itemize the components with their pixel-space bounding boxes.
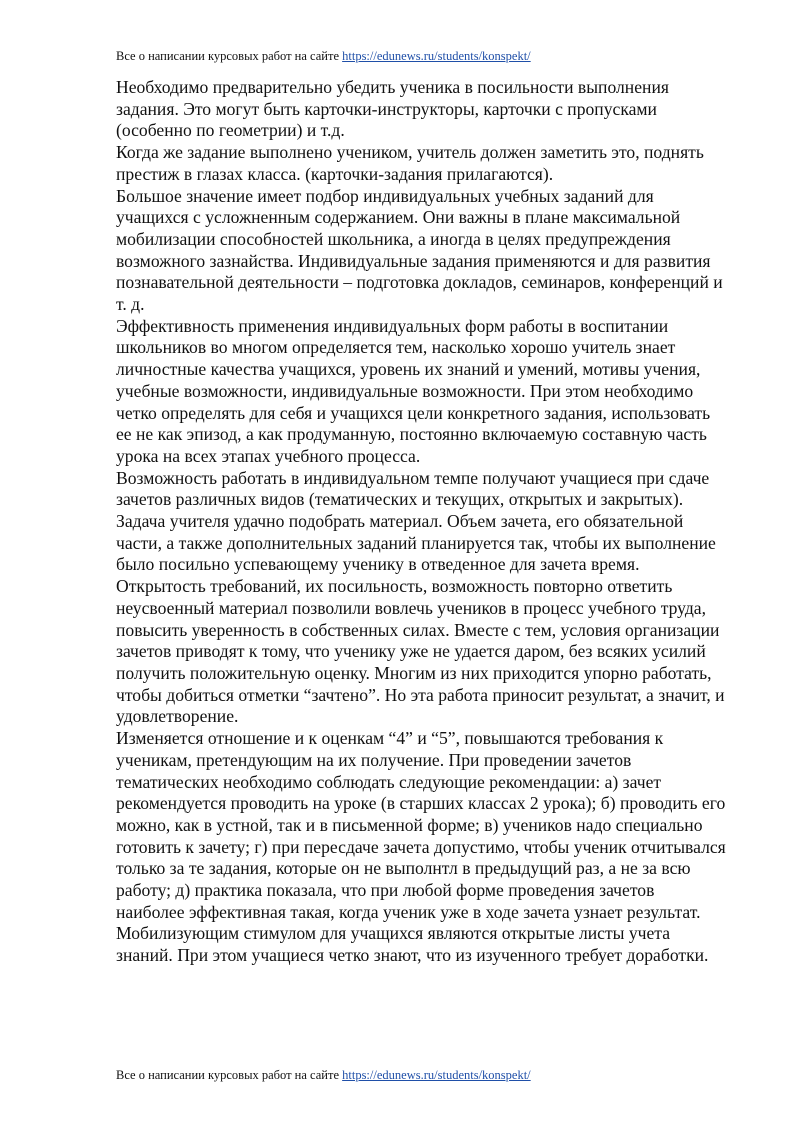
page-footer (116, 1067, 531, 1083)
footer-text: Все о написании курсовых работ на сайте (116, 1068, 339, 1082)
paragraph: Мобилизующим стимулом для учащихся являются открытые листы учета знаний. При этом учащиеся четко знают, что из изученного требует доработки. (116, 923, 709, 966)
paragraph: Возможность работать в индивидуальном темпе получают учащиеся при сдаче зачетов различных видов (тематических и текущих, открытых и закрытых). Задача учителя удачно подобрать материал. Объем зачета, его обязательной части, а также дополнительных заданий планируется так, чтобы их выполнение было посильно успевающему ученику в отведенное для зачета время. (116, 467, 716, 575)
paragraph: Открытость требований, их посильность, возможность повторно ответить неусвоенный материал позволили вовлечь учеников в процесс учебного труда, повысить уверенность в собственных силах. Вместе с тем, условия организации зачетов приводят к тому, что ученику уже не удается даром, без всяких усилий получить положительную оценку. Многим из них приходится упорно работать, чтобы добиться отметки “зачтено”. Но эта работа приносит результат, а значит, и удовлетворение. (116, 576, 725, 727)
paragraph: Изменяется отношение и к оценкам “4” и “5”, повышаются требования к ученикам, претендующим на их получение. При проведении зачетов тематических необходимо соблюдать следующие рекомендации: а) зачет рекомендуется проводить на уроке (в старших классах 2 урока); б) проводить его можно, как в устной, так и в письменной форме; в) учеников надо специально готовить к зачету; г) при пересдаче зачета допустимо, чтобы ученик отчитывался только за те задания, которые он не выполнтл в предыдущий раз, а не за всю работу; д) практика показала, что при любой форме проведения зачетов наиболее эффективная такая, когда ученик уже в ходе зачета узнает результат. (116, 728, 726, 922)
document-body (116, 77, 726, 967)
footer-link[interactable]: https://edunews.ru/students/konspekt/ (342, 1068, 531, 1082)
paragraph: Эффективность применения индивидуальных форм работы в воспитании школьников во многом определяется тем, насколько хорошо учитель знает личностные качества учащихся, уровень их знаний и умений, мотивы учения, учебные возможности, индивидуальные возможности. При этом необходимо четко определять для себя и учащихся цели конкретного задания, использовать ее не как эпизод, а как продуманную, постоянно включаемую составную часть урока на всех этапах учебного процесса. (116, 315, 711, 466)
paragraph: Необходимо предварительно убедить ученика в посильности выполнения задания. Это могут быть карточки-инструкторы, карточки с пропусками (особенно по геометрии) и т.д. (116, 77, 669, 141)
page-header (116, 48, 531, 64)
header-link[interactable]: https://edunews.ru/students/konspekt/ (342, 49, 531, 63)
paragraph: Большое значение имеет подбор индивидуальных учебных заданий для учащихся с усложненным содержанием. Они важны в плане максимальной мобилизации способностей школьника, а иногда в целях предупреждения возможного зазнайства. Индивидуальные задания применяются и для развития познавательной деятельности – подготовка докладов, семинаров, конференций и т. д. (116, 185, 723, 315)
paragraph: Когда же задание выполнено учеником, учитель должен заметить это, поднять престиж в глазах класса. (карточки-задания прилагаются). (116, 142, 704, 184)
header-text: Все о написании курсовых работ на сайте (116, 49, 339, 63)
